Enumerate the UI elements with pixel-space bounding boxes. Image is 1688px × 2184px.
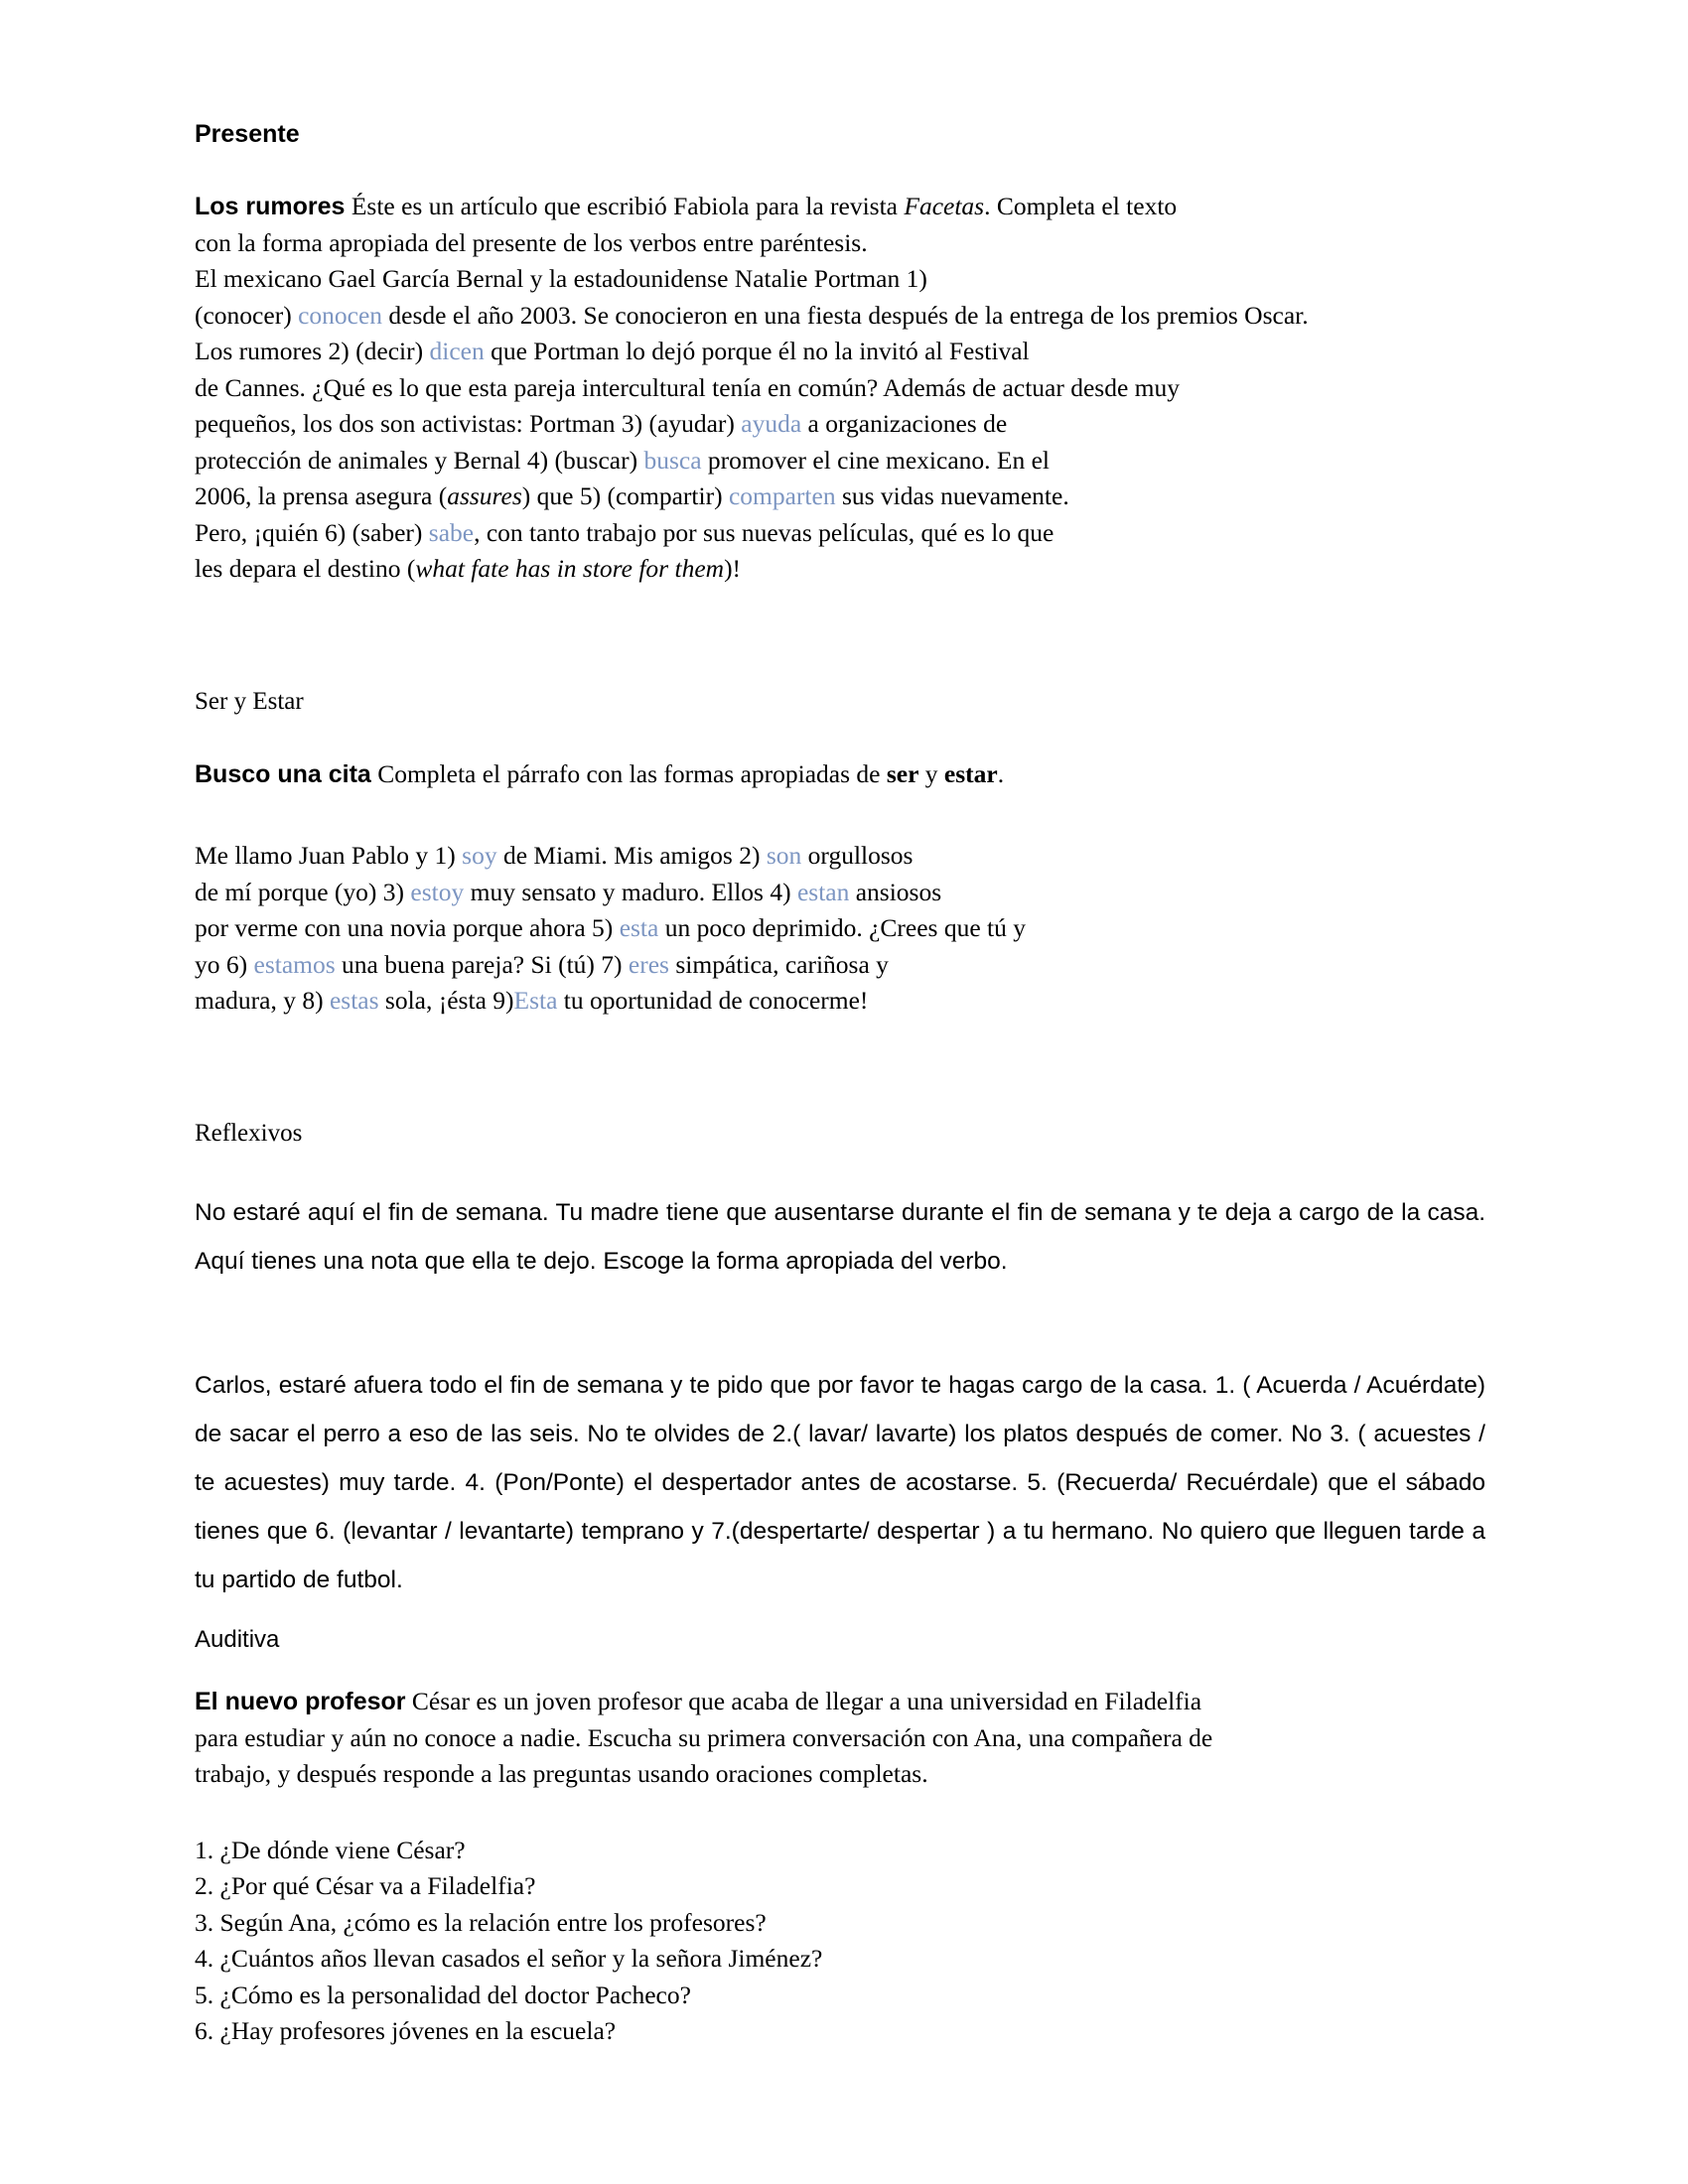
instructions-text-1-end: . Completa el texto: [984, 192, 1178, 220]
text-segment: promover el cine mexicano. En el: [701, 445, 1051, 475]
instructions-text-1: Éste es un artículo que escribió Fabiola para la revista: [345, 192, 905, 220]
jp-line-2: [195, 878, 941, 906]
paragraph-line-9: [195, 554, 741, 583]
verb-estar: estar: [943, 758, 998, 788]
text-segment: (conocer): [195, 300, 299, 330]
answer-blank-2: dicen: [429, 337, 485, 365]
section-heading-reflexivos: Reflexivos: [195, 1119, 303, 1147]
answer-blank-5: esta: [619, 913, 659, 942]
text-segment: les depara el destino (: [195, 554, 416, 583]
text-segment: sus vidas nuevamente.: [835, 481, 1069, 510]
answer-blank-9: Esta: [513, 986, 558, 1015]
text-segment: , con tanto trabajo por sus nuevas películas, qué es lo que: [474, 517, 1055, 547]
verb-ser: ser: [886, 758, 919, 788]
auditiva-question-list: [195, 1833, 1485, 2050]
exercise-el-nuevo-profesor: [195, 1684, 1485, 1793]
section-heading-ser-y-estar: Ser y Estar: [195, 687, 304, 715]
text-segment: protección de animales y Bernal 4) (buscar): [195, 445, 644, 475]
text-segment: de mí porque (yo) 3): [195, 877, 411, 906]
paragraph-line-7: [195, 481, 1069, 510]
auditiva-instructions-3: trabajo, y después responde a las preguntas usando oraciones completas.: [195, 1759, 928, 1789]
text-segment: de Miami. Mis amigos 2): [496, 841, 767, 870]
answer-blank-5: comparten: [728, 481, 836, 510]
text-segment: ) que 5) (compartir): [521, 481, 729, 510]
instructions-pre: Completa el párrafo con las formas apropiadas de: [370, 758, 887, 788]
answer-blank-6: sabe: [428, 517, 475, 547]
answer-blank-2: son: [766, 841, 802, 870]
text-segment: muy sensato y maduro. Ellos 4): [464, 877, 797, 906]
translation-assures: assures: [447, 481, 522, 510]
text-segment: de Cannes. ¿Qué es lo que esta pareja intercultural tenía en común? Además de actuar desde muy: [195, 372, 1180, 402]
exercise-busco-una-cita: [195, 756, 1485, 793]
text-segment: madura, y 8): [195, 986, 330, 1015]
text-segment: )!: [724, 554, 742, 583]
auditiva-instructions-1: César es un joven profesor que acaba de llegar a una universidad en Filadelfia: [405, 1687, 1202, 1716]
text-segment: 2006, la prensa asegura (: [195, 481, 448, 510]
paragraph-line-3: [195, 337, 1030, 365]
reflexivos-intro-paragraph: No estaré aquí el fin de semana. Tu madre tiene que ausentarse durante el fin de semana y te deja a cargo de la casa. Aquí tienes una nota que ella te dejo. Escoge la forma apropiada del verbo.: [195, 1198, 1485, 1275]
exercise-title-el-nuevo-profesor: El nuevo profesor: [195, 1688, 406, 1716]
paragraph-line-2: [195, 301, 1309, 330]
answer-blank-3: ayuda: [741, 409, 802, 438]
text-segment: orgullosos: [801, 841, 914, 870]
list-item: 1. ¿De dónde viene César?: [195, 1835, 466, 1864]
answer-blank-4: busca: [643, 445, 702, 475]
answer-blank-8: estas: [329, 986, 379, 1015]
text-segment: El mexicano Gael García Bernal y la estadounidense Natalie Portman 1): [195, 264, 927, 293]
paragraph-line-8: [195, 518, 1054, 547]
answer-blank-7: eres: [628, 949, 669, 979]
document-content: [195, 0, 1485, 2050]
answer-blank-6: estamos: [253, 949, 336, 979]
list-item: 4. ¿Cuántos años llevan casados el señor y la señora Jiménez?: [195, 1944, 823, 1974]
exercise-title-busco-una-cita: Busco una cita: [195, 759, 371, 788]
paragraph-line-1: [195, 264, 927, 293]
magazine-name-facetas: Facetas: [904, 192, 985, 220]
auditiva-instructions-2: para estudiar y aún no conoce a nadie. Escucha su primera conversación con Ana, una compañera de: [195, 1722, 1213, 1752]
section-heading-presente: Presente: [195, 120, 300, 148]
section-heading-auditiva: Auditiva: [195, 1625, 280, 1653]
exercise-title-los-rumores: Los rumores: [195, 193, 346, 220]
exercise-los-rumores: [195, 189, 1485, 588]
text-segment: que Portman lo dejó porque él no la invitó al Festival: [484, 337, 1030, 365]
answer-blank-4: estan: [796, 877, 850, 906]
paragraph-line-5: [195, 409, 1007, 438]
jp-line-5: [195, 986, 868, 1015]
text-segment: yo 6): [195, 949, 254, 979]
jp-line-4: [195, 950, 889, 979]
text-segment: un poco deprimido. ¿Crees que tú y: [658, 913, 1027, 942]
jp-line-3: [195, 913, 1026, 942]
text-segment: a organizaciones de: [801, 409, 1008, 438]
paragraph-line-6: [195, 446, 1050, 475]
text-segment: tu oportunidad de conocerme!: [557, 986, 869, 1015]
list-item: 5. ¿Cómo es la personalidad del doctor Pacheco?: [195, 1979, 691, 2009]
text-segment: una buena pareja? Si (tú) 7): [335, 949, 629, 979]
instructions-text-2: con la forma apropiada del presente de los verbos entre paréntesis.: [195, 227, 868, 257]
text-segment: Los rumores 2) (decir): [195, 337, 430, 365]
text-segment: Me llamo Juan Pablo y 1): [195, 841, 463, 870]
translation-what-fate: what fate has in store for them: [415, 554, 725, 583]
carlos-note-paragraph: Carlos, estaré afuera todo el fin de semana y te pido que por favor te hagas cargo de la casa. 1. ( Acuerda / Acuérdate) de sacar el perro a eso de las seis. No te olvides de 2.( lavar/ lavarte) los platos después de comer. No 3. ( acuestes / te acuestes) muy tarde. 4. (Pon/Ponte) el despertador antes de acostarse. 5. (Recuerda/ Recuérdale) que el sábado tienes que 6. (levantar / levantarte) temprano y 7.(despertarte/ despertar ) a tu hermano. No quiero que lleguen tarde a tu partido de futbol.: [195, 1371, 1485, 1593]
instructions-end: .: [997, 758, 1005, 788]
paragraph-line-4: [195, 373, 1180, 402]
answer-blank-3: estoy: [410, 877, 465, 906]
text-segment: ansiosos: [849, 877, 942, 906]
list-item: 3. Según Ana, ¿cómo es la relación entre los profesores?: [195, 1907, 767, 1937]
answer-blank-1: soy: [462, 841, 497, 870]
text-segment: sola, ¡ésta 9): [378, 986, 514, 1015]
text-segment: Pero, ¡quién 6) (saber): [195, 517, 429, 547]
list-item: 6. ¿Hay profesores jóvenes en la escuela?: [195, 2016, 617, 2046]
text-segment: pequeños, los dos son activistas: Portman 3) (ayudar): [195, 409, 742, 438]
instructions-mid: y: [918, 758, 944, 788]
paragraph-juan-pablo: [195, 838, 1485, 1020]
jp-line-1: [195, 841, 913, 870]
text-segment: por verme con una novia porque ahora 5): [195, 913, 620, 942]
list-item: 2. ¿Por qué César va a Filadelfia?: [195, 1871, 536, 1901]
answer-blank-1: conocen: [298, 300, 383, 330]
text-segment: desde el año 2003. Se conocieron en una fiesta después de la entrega de los premios Oscar.: [382, 300, 1309, 330]
text-segment: simpática, cariñosa y: [668, 949, 889, 979]
